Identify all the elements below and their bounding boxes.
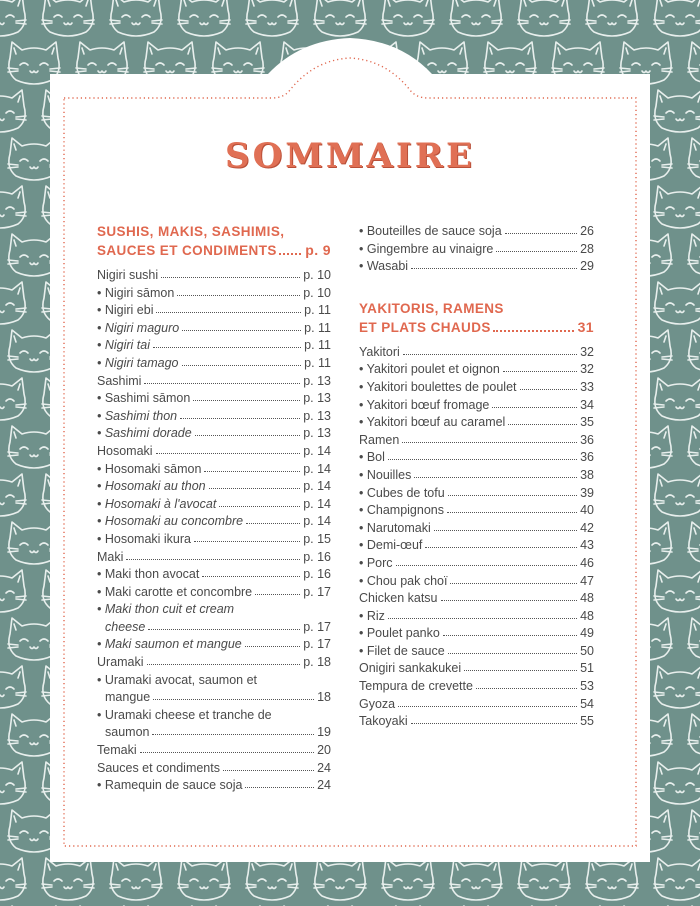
toc-entry-label: • Hosomaki ikura bbox=[97, 531, 191, 546]
toc-entry-page: 51 bbox=[580, 661, 594, 676]
toc-entry-page: 48 bbox=[580, 591, 594, 606]
dot-leader bbox=[223, 770, 314, 771]
dot-leader bbox=[448, 495, 577, 496]
toc-entry-label: mangue bbox=[105, 690, 151, 705]
toc-entry-label: • Filet de sauce bbox=[359, 643, 445, 658]
toc-entry-label: • Nigiri tai bbox=[97, 338, 150, 353]
dot-leader bbox=[448, 653, 577, 654]
left-entries-list bbox=[97, 268, 331, 796]
section-heading-line1: YAKITORIS, RAMENS bbox=[359, 300, 504, 316]
dot-leader bbox=[219, 506, 300, 507]
toc-entry-page: 32 bbox=[580, 362, 594, 377]
page-title: SOMMAIRE bbox=[225, 136, 475, 176]
toc-entry-page: p. 14 bbox=[303, 479, 331, 494]
toc-entry-page: 55 bbox=[580, 714, 594, 729]
toc-entry-page: 29 bbox=[580, 259, 594, 274]
dot-leader bbox=[209, 488, 301, 489]
toc-entry-page: 47 bbox=[580, 573, 594, 588]
toc-entry-page: 46 bbox=[580, 555, 594, 570]
toc-entry-label: • Maki saumon et mangue bbox=[97, 637, 242, 652]
toc-entry-label: • Hosomaki au concombre bbox=[97, 514, 244, 529]
dot-leader bbox=[402, 442, 577, 443]
dot-leader bbox=[182, 330, 301, 331]
toc-entry[interactable] bbox=[359, 433, 594, 451]
right-entries-list bbox=[359, 345, 594, 732]
dot-leader bbox=[425, 547, 577, 548]
toc-entry-label: • Champignons bbox=[359, 503, 444, 518]
toc-entry-page: p. 11 bbox=[304, 303, 331, 318]
dot-leader bbox=[403, 354, 577, 355]
toc-entry[interactable] bbox=[97, 303, 331, 321]
toc-entry-label: • Sashimi sāmon bbox=[97, 391, 191, 406]
dot-leader bbox=[493, 330, 574, 332]
toc-entry-page: p. 14 bbox=[303, 514, 331, 529]
toc-entry-label: Sauces et condiments bbox=[97, 760, 220, 775]
toc-entry-page: p. 14 bbox=[303, 443, 331, 458]
toc-entry-label: • Narutomaki bbox=[359, 520, 431, 535]
toc-entry-label: • Nouilles bbox=[359, 467, 412, 482]
toc-entry-page: p. 18 bbox=[303, 655, 331, 670]
toc-entry-label: Sashimi bbox=[97, 373, 142, 388]
toc-entry-label: • Bol bbox=[359, 450, 385, 465]
dot-leader bbox=[492, 407, 577, 408]
toc-entry[interactable] bbox=[359, 362, 594, 380]
toc-entry-label: Gyoza bbox=[359, 696, 396, 711]
left-column bbox=[97, 224, 331, 796]
dot-leader bbox=[195, 435, 300, 436]
toc-entry-page: 50 bbox=[580, 643, 594, 658]
dot-leader bbox=[388, 459, 577, 460]
toc-entry[interactable] bbox=[97, 374, 331, 392]
section-heading-line2: ET PLATS CHAUDS bbox=[359, 319, 491, 335]
dot-leader bbox=[443, 635, 577, 636]
toc-entry-label: • Poulet panko bbox=[359, 626, 440, 641]
toc-entry-page: p. 13 bbox=[303, 408, 331, 423]
toc-entry-label: • Wasabi bbox=[359, 259, 409, 274]
toc-entry-label: Hosomaki bbox=[97, 443, 153, 458]
section-heading-yakitoris[interactable] bbox=[359, 301, 594, 337]
dot-leader bbox=[182, 365, 302, 366]
toc-entry[interactable] bbox=[359, 574, 594, 592]
toc-entry[interactable] bbox=[359, 714, 594, 732]
toc-entry[interactable] bbox=[97, 708, 331, 726]
toc-entry-page: 53 bbox=[580, 679, 594, 694]
dot-leader bbox=[246, 523, 300, 524]
dot-leader bbox=[126, 559, 300, 560]
toc-entry-label: • Uramaki cheese et tranche de bbox=[97, 707, 272, 722]
dot-leader bbox=[193, 400, 300, 401]
toc-entry-page: 24 bbox=[317, 778, 331, 793]
toc-entry-page: p. 13 bbox=[303, 391, 331, 406]
toc-entry-page: p. 17 bbox=[303, 637, 331, 652]
toc-entry-page: p. 17 bbox=[303, 619, 331, 634]
toc-entry[interactable] bbox=[97, 637, 331, 655]
dot-leader bbox=[396, 565, 578, 566]
toc-entry-page: 28 bbox=[580, 241, 594, 256]
dot-leader bbox=[411, 723, 577, 724]
toc-entry[interactable] bbox=[359, 398, 594, 416]
toc-entry-page: 20 bbox=[317, 743, 331, 758]
toc-entry[interactable] bbox=[359, 626, 594, 644]
toc-entry-label: • Cubes de tofu bbox=[359, 485, 445, 500]
toc-entry-page: 32 bbox=[580, 344, 594, 359]
toc-entry[interactable] bbox=[97, 321, 331, 339]
toc-entry[interactable] bbox=[359, 661, 594, 679]
toc-entry-page: 40 bbox=[580, 503, 594, 518]
dot-leader bbox=[441, 600, 578, 601]
toc-entry[interactable] bbox=[97, 497, 331, 515]
dot-leader bbox=[156, 312, 301, 313]
section-heading-line1: SUSHIS, MAKIS, SASHIMIS, bbox=[97, 224, 285, 239]
toc-entry[interactable] bbox=[359, 521, 594, 539]
toc-entry-page: p. 16 bbox=[303, 567, 331, 582]
right-top-entries-list bbox=[359, 224, 594, 277]
toc-entry-label: cheese bbox=[105, 619, 146, 634]
toc-entry-label: • Hosomaki sāmon bbox=[97, 461, 202, 476]
toc-entry-label: • Nigiri sāmon bbox=[97, 285, 175, 300]
toc-entry-label: Chicken katsu bbox=[359, 591, 438, 606]
toc-entry[interactable] bbox=[359, 468, 594, 486]
toc-entry[interactable] bbox=[97, 286, 331, 304]
dot-leader bbox=[148, 629, 300, 630]
toc-entry[interactable] bbox=[359, 242, 594, 260]
toc-entry-label: • Ramequin de sauce soja bbox=[97, 778, 243, 793]
dot-leader bbox=[464, 670, 577, 671]
toc-entry-page: 36 bbox=[580, 432, 594, 447]
toc-entry-label: Ramen bbox=[359, 432, 400, 447]
toc-entry-label: Maki bbox=[97, 549, 124, 564]
toc-entry-label: Onigiri sankakukei bbox=[359, 661, 462, 676]
toc-entry-page: 19 bbox=[317, 725, 331, 740]
toc-entry-label: Takoyaki bbox=[359, 714, 408, 729]
toc-entry-label: • Maki thon avocat bbox=[97, 567, 200, 582]
dot-leader bbox=[144, 383, 300, 384]
toc-entry-label: • Yakitori bœuf fromage bbox=[359, 397, 490, 412]
toc-entry-page: p. 14 bbox=[303, 496, 331, 511]
dot-leader bbox=[476, 688, 577, 689]
dot-leader bbox=[414, 477, 577, 478]
toc-entry-label: • Hosomaki à l'avocat bbox=[97, 496, 217, 511]
dot-leader bbox=[508, 424, 577, 425]
toc-entry[interactable] bbox=[97, 268, 331, 286]
toc-entry-page: 34 bbox=[580, 397, 594, 412]
toc-entry[interactable] bbox=[359, 380, 594, 398]
dot-leader bbox=[496, 251, 577, 252]
toc-entry-label: • Nigiri maguro bbox=[97, 320, 180, 335]
section-heading-sushis[interactable] bbox=[97, 224, 331, 260]
toc-entry[interactable] bbox=[359, 679, 594, 697]
toc-entry-label: • Yakitori bœuf au caramel bbox=[359, 415, 506, 430]
dot-leader bbox=[450, 583, 577, 584]
toc-entry-page: 26 bbox=[580, 224, 594, 238]
toc-entry-page: p. 11 bbox=[304, 338, 331, 353]
toc-entry-label: • Maki thon cuit et cream bbox=[97, 602, 235, 617]
dot-leader bbox=[520, 389, 578, 390]
toc-entry-page: 54 bbox=[580, 696, 594, 711]
toc-entry[interactable] bbox=[359, 503, 594, 521]
toc-entry[interactable] bbox=[97, 532, 331, 550]
section-page-number: p. 9 bbox=[305, 242, 331, 258]
toc-entry-label: • Maki carotte et concombre bbox=[97, 584, 253, 599]
dot-leader bbox=[255, 594, 300, 595]
toc-entry-page: 24 bbox=[317, 760, 331, 775]
toc-entry-page: 38 bbox=[580, 467, 594, 482]
toc-entry-page: p. 13 bbox=[303, 426, 331, 441]
toc-entry-page: p. 16 bbox=[303, 549, 331, 564]
dot-leader bbox=[505, 233, 577, 234]
dot-leader bbox=[245, 646, 300, 647]
toc-entry-page: p. 17 bbox=[303, 584, 331, 599]
toc-entry[interactable] bbox=[97, 462, 331, 480]
toc-entry[interactable] bbox=[97, 356, 331, 374]
toc-entry[interactable] bbox=[97, 725, 331, 743]
dot-leader bbox=[180, 418, 300, 419]
dot-leader bbox=[398, 706, 577, 707]
dot-leader bbox=[147, 664, 301, 665]
toc-entry-page: p. 10 bbox=[303, 285, 331, 300]
toc-entry[interactable] bbox=[359, 538, 594, 556]
section-page-number: 31 bbox=[577, 318, 594, 335]
toc-entry[interactable] bbox=[359, 224, 594, 242]
toc-entry[interactable] bbox=[97, 567, 331, 585]
toc-entry[interactable] bbox=[97, 409, 331, 427]
toc-entry[interactable] bbox=[97, 778, 331, 796]
toc-entry-page: 42 bbox=[580, 520, 594, 535]
toc-entry-label: • Demi-œuf bbox=[359, 538, 423, 553]
toc-entry[interactable] bbox=[359, 345, 594, 363]
dot-leader bbox=[153, 347, 301, 348]
dot-leader bbox=[245, 787, 314, 788]
toc-entry-page: p. 10 bbox=[303, 268, 331, 282]
toc-entry-label: Uramaki bbox=[97, 655, 144, 670]
toc-entry-page: 39 bbox=[580, 485, 594, 500]
toc-entry-label: • Nigiri tamago bbox=[97, 355, 179, 370]
toc-entry-label: • Sashimi thon bbox=[97, 408, 178, 423]
toc-entry-label: • Yakitori boulettes de poulet bbox=[359, 379, 517, 394]
toc-entry[interactable] bbox=[359, 644, 594, 662]
toc-entry-page: p. 15 bbox=[303, 531, 331, 546]
toc-entry-label: • Yakitori poulet et oignon bbox=[359, 362, 500, 377]
toc-entry-page: p. 13 bbox=[303, 373, 331, 388]
toc-entry-page: 43 bbox=[580, 538, 594, 553]
toc-entry[interactable] bbox=[97, 620, 331, 638]
dot-leader bbox=[202, 576, 300, 577]
right-column bbox=[359, 224, 594, 732]
toc-entry[interactable] bbox=[359, 591, 594, 609]
toc-entry[interactable] bbox=[97, 426, 331, 444]
toc-entry-label: Temaki bbox=[97, 743, 137, 758]
toc-entry-label: Tempura de crevette bbox=[359, 679, 473, 694]
toc-entry-label: Nigiri sushi bbox=[97, 268, 159, 282]
toc-entry-label: • Gingembre au vinaigre bbox=[359, 241, 494, 256]
toc-entry[interactable] bbox=[97, 602, 331, 620]
dot-leader bbox=[204, 471, 300, 472]
toc-entry-label: Yakitori bbox=[359, 344, 400, 359]
section-heading-line2: SAUCES ET CONDIMENTS bbox=[97, 243, 277, 258]
toc-entry-page: 49 bbox=[580, 626, 594, 641]
toc-entry-label: • Uramaki avocat, saumon et bbox=[97, 672, 257, 687]
toc-entry[interactable] bbox=[97, 655, 331, 673]
toc-entry[interactable] bbox=[97, 761, 331, 779]
toc-entry-label: • Bouteilles de sauce soja bbox=[359, 224, 502, 238]
toc-entry-page: p. 14 bbox=[303, 461, 331, 476]
dot-leader bbox=[194, 541, 300, 542]
toc-entry[interactable] bbox=[359, 697, 594, 715]
toc-entry[interactable] bbox=[97, 391, 331, 409]
toc-entry[interactable] bbox=[359, 556, 594, 574]
dot-leader bbox=[161, 277, 300, 278]
toc-entry-label: • Nigiri ebi bbox=[97, 303, 154, 318]
dot-leader bbox=[447, 512, 577, 513]
toc-entry[interactable] bbox=[97, 514, 331, 532]
toc-entry-label: • Chou pak choï bbox=[359, 573, 448, 588]
dot-leader bbox=[388, 618, 577, 619]
dot-leader bbox=[434, 530, 577, 531]
toc-entry-page: p. 11 bbox=[304, 355, 331, 370]
toc-entry[interactable] bbox=[359, 259, 594, 277]
dot-leader bbox=[156, 453, 301, 454]
toc-entry[interactable] bbox=[97, 690, 331, 708]
toc-entry[interactable] bbox=[359, 415, 594, 433]
dot-leader bbox=[411, 268, 577, 269]
toc-entry-label: saumon bbox=[105, 725, 150, 740]
dot-leader bbox=[153, 699, 314, 700]
toc-entry[interactable] bbox=[97, 444, 331, 462]
toc-entry[interactable] bbox=[359, 450, 594, 468]
toc-entry[interactable] bbox=[97, 673, 331, 691]
toc-entry-label: • Hosomaki au thon bbox=[97, 479, 206, 494]
toc-entry[interactable] bbox=[97, 743, 331, 761]
toc-entry-label: • Riz bbox=[359, 608, 385, 623]
toc-entry-label: • Porc bbox=[359, 555, 393, 570]
toc-entry[interactable] bbox=[97, 479, 331, 497]
toc-entry-page: 48 bbox=[580, 608, 594, 623]
dot-leader bbox=[177, 295, 300, 296]
toc-entry-label: • Sashimi dorade bbox=[97, 426, 192, 441]
toc-entry[interactable] bbox=[97, 550, 331, 568]
toc-entry[interactable] bbox=[359, 609, 594, 627]
toc-entry[interactable] bbox=[97, 585, 331, 603]
toc-entry-page: 33 bbox=[580, 379, 594, 394]
toc-entry-page: 35 bbox=[580, 415, 594, 430]
toc-entry[interactable] bbox=[97, 338, 331, 356]
toc-entry-page: 36 bbox=[580, 450, 594, 465]
toc-entry[interactable] bbox=[359, 486, 594, 504]
dot-leader bbox=[279, 253, 302, 255]
toc-entry-page: 18 bbox=[317, 690, 331, 705]
dot-leader bbox=[152, 734, 314, 735]
dot-leader bbox=[140, 752, 315, 753]
toc-entry-page: p. 11 bbox=[304, 320, 331, 335]
dot-leader bbox=[503, 371, 577, 372]
